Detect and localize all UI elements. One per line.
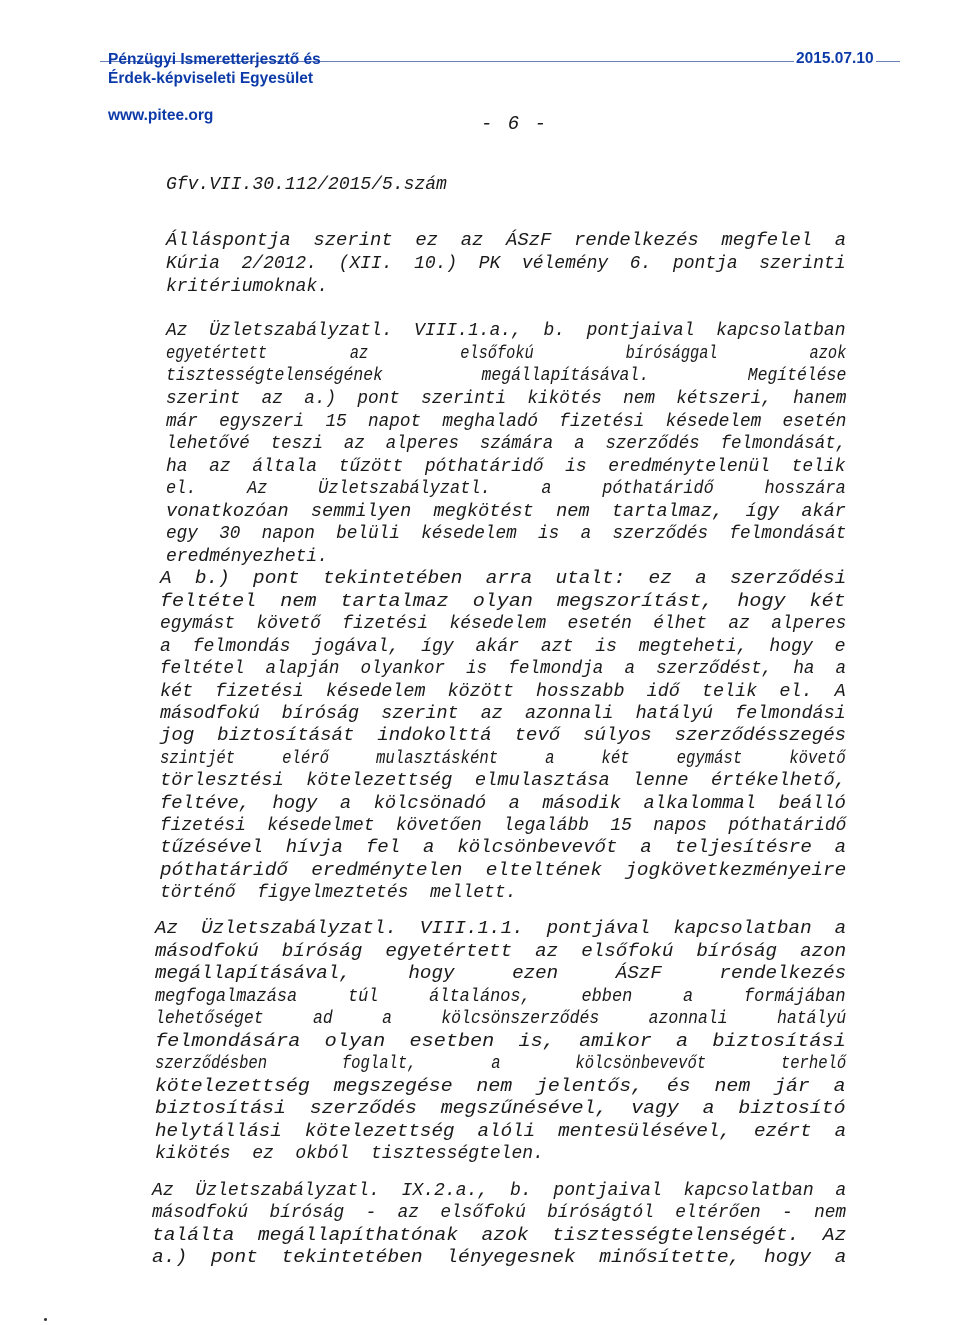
text-line: el. Az Üzletszabályzatl. a póthatáridő hosszára — [166, 479, 846, 499]
text-line: lehetőséget ad a kölcsönszerződés azonnali hatályú — [155, 1009, 847, 1029]
text-line: feltétel nem tartalmaz olyan megszorítást, hogy két — [160, 592, 846, 612]
text-line: felmondására olyan esetben is, amikor a biztosítási — [155, 1032, 846, 1052]
scan-speck — [44, 1318, 47, 1321]
text-line: törlesztési kötelezettség elmulasztása lenne értékelhető, — [160, 771, 846, 791]
text-line: A b.) pont tekintetében arra utalt: ez a szerződési — [160, 569, 847, 589]
text-line: másodfokú bíróság - az elsőfokú bíróságtól eltérően - nem — [152, 1203, 847, 1223]
text-line: feltétel alapján olyankor is felmondja a szerződést, ha a — [160, 659, 847, 679]
text-line: másodfokú bíróság szerint az azonnali hatályú felmondási — [160, 704, 846, 724]
text-line: történő figyelmeztetés mellett. — [160, 883, 517, 903]
header-date: 2015.07.10 — [796, 50, 874, 67]
text-line: kikötés ez okból tisztességtelen. — [155, 1144, 544, 1164]
text-line: tisztességtelenségének megállapításával. Megítélése — [166, 366, 847, 386]
text-line: két fizetési késedelem között hosszabb idő telik el. A — [160, 682, 846, 702]
text-line: kritériumoknak. — [166, 277, 329, 297]
case-number: Gfv.VII.30.112/2015/5.szám — [166, 175, 447, 195]
text-line: másodfokú bíróság egyetértett az elsőfokú bíróság azon — [155, 942, 847, 962]
text-line: feltéve, hogy a kölcsönadó a második alkalommal beálló — [160, 794, 846, 814]
text-line: találta megállapíthatónak azok tisztességtelenségét. Az — [152, 1226, 847, 1246]
text-line: szerint az a.) pont szerinti kikötés nem kétszeri, hanem — [166, 389, 847, 409]
website-url: www.pitee.org — [108, 107, 214, 124]
text-line: egy 30 napon belüli késedelem is a szerződés felmondását — [166, 524, 847, 544]
organization-name — [108, 50, 321, 88]
text-line: szerződésben foglalt, a kölcsönbevevőt terhelő — [155, 1054, 847, 1074]
text-line: egymást követő fizetési késedelem esetén élhet az alperes — [160, 614, 847, 634]
text-line: szintjét elérő mulasztásként a két egymást követő — [160, 749, 846, 769]
text-line: vonatkozóan semmilyen megkötést nem tartalmaz, így akár — [166, 502, 846, 522]
text-line: helytállási kötelezettség alóli mentesülésével, ezért a — [155, 1122, 847, 1142]
text-line: jog biztosítását indokolttá tevő súlyos szerződésszegés — [160, 726, 847, 746]
text-line: egyetértett az elsőfokú bírósággal azok — [166, 344, 847, 364]
text-line: a felmondás jogával, így akár azt is megteheti, hogy e — [160, 637, 846, 657]
text-line: megállapításával, hogy ezen ÁSzF rendelkezés — [155, 964, 847, 984]
text-line: lehetővé teszi az alperes számára a szerződés felmondását, — [166, 434, 847, 454]
text-line: biztosítási szerződés megszűnésével, vagy a biztosító — [155, 1099, 846, 1119]
text-line: Az Üzletszabályzatl. VIII.1.a., b. pontjaival kapcsolatban — [166, 321, 846, 341]
text-line: megfogalmazása túl általános, ebben a formájában — [155, 987, 846, 1007]
text-line: Az Üzletszabályzatl. VIII.1.1. pontjával kapcsolatban a — [155, 919, 847, 939]
text-line: kötelezettség megszegése nem jelentős, és nem jár a — [155, 1077, 846, 1097]
text-line: ha az általa tűzött póthatáridő is eredménytelenül telik — [166, 457, 846, 477]
organization-name-line1: Pénzügyi Ismeretterjesztő és — [108, 51, 321, 68]
text-line: Kúria 2/2012. (XII. 10.) PK vélemény 6. pontja szerinti — [166, 254, 846, 274]
text-line: már egyszeri 15 napot meghaladó fizetési késedelem esetén — [166, 412, 847, 432]
text-line: Álláspontja szerint ez az ÁSzF rendelkezés megfelel a — [166, 231, 847, 251]
text-line: eredményezheti. — [166, 547, 329, 567]
organization-name-line2: Érdek-képviseleti Egyesület — [108, 70, 314, 87]
page-number: - 6 - — [481, 113, 549, 135]
text-line: póthatáridő eredménytelen elteltének jogkövetkezményeire — [160, 861, 847, 881]
text-line: tűzésével hívja fel a kölcsönbevevőt a teljesítésre a — [160, 838, 847, 858]
text-line: a.) pont tekintetében lényegesnek minősítette, hogy a — [152, 1248, 847, 1268]
text-line: Az Üzletszabályzatl. IX.2.a., b. pontjaival kapcsolatban a — [152, 1181, 847, 1201]
text-line: fizetési késedelmet követően legalább 15 napos póthatáridő — [160, 816, 847, 836]
